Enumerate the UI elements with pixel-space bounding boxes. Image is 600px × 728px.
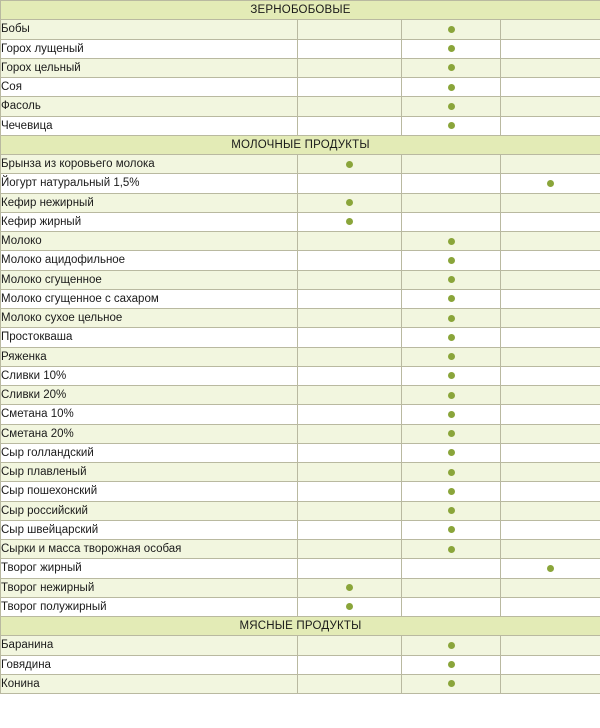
table-row xyxy=(1,443,600,462)
category-cell-1 xyxy=(298,482,402,501)
dot-marker-icon xyxy=(448,295,455,302)
category-cell-1 xyxy=(298,270,402,289)
product-name: Сливки 10% xyxy=(1,366,298,385)
dot-marker-icon xyxy=(346,161,353,168)
table-row xyxy=(1,578,600,597)
table-row xyxy=(1,674,600,693)
category-cell-2 xyxy=(402,270,501,289)
product-name: Фасоль xyxy=(1,97,298,116)
table-row xyxy=(1,289,600,308)
dot-marker-icon xyxy=(448,642,455,649)
dot-marker-icon xyxy=(448,315,455,322)
product-name: Горох лущеный xyxy=(1,39,298,58)
category-cell-3 xyxy=(501,328,600,347)
dot-marker-icon xyxy=(448,392,455,399)
category-cell-2 xyxy=(402,347,501,366)
product-name: Сыр голландский xyxy=(1,443,298,462)
category-cell-1 xyxy=(298,39,402,58)
category-cell-3 xyxy=(501,424,600,443)
category-cell-1 xyxy=(298,674,402,693)
section-header xyxy=(1,1,600,20)
category-cell-3 xyxy=(501,232,600,251)
table-row xyxy=(1,232,600,251)
category-cell-2 xyxy=(402,520,501,539)
dot-marker-icon xyxy=(448,238,455,245)
product-name: Простокваша xyxy=(1,328,298,347)
product-name: Бобы xyxy=(1,20,298,39)
category-cell-3 xyxy=(501,251,600,270)
category-cell-3 xyxy=(501,520,600,539)
product-name: Брынза из коровьего молока xyxy=(1,155,298,174)
category-cell-1 xyxy=(298,424,402,443)
dot-marker-icon xyxy=(448,84,455,91)
product-name: Говядина xyxy=(1,655,298,674)
category-cell-3 xyxy=(501,116,600,135)
category-cell-3 xyxy=(501,597,600,616)
product-name: Чечевица xyxy=(1,116,298,135)
category-cell-1 xyxy=(298,443,402,462)
category-cell-2 xyxy=(402,424,501,443)
dot-marker-icon xyxy=(448,680,455,687)
dot-marker-icon xyxy=(448,411,455,418)
dot-marker-icon xyxy=(448,372,455,379)
table-row xyxy=(1,482,600,501)
product-name: Конина xyxy=(1,674,298,693)
category-cell-2 xyxy=(402,674,501,693)
category-cell-3 xyxy=(501,97,600,116)
product-name: Молоко ацидофильное xyxy=(1,251,298,270)
product-name: Сметана 20% xyxy=(1,424,298,443)
table-row xyxy=(1,97,600,116)
category-cell-1 xyxy=(298,597,402,616)
category-cell-3 xyxy=(501,386,600,405)
product-name: Кефир нежирный xyxy=(1,193,298,212)
category-cell-1 xyxy=(298,212,402,231)
dot-marker-icon xyxy=(448,449,455,456)
category-cell-1 xyxy=(298,251,402,270)
product-name: Сыр пошехонский xyxy=(1,482,298,501)
section-header xyxy=(1,617,600,636)
category-cell-2 xyxy=(402,501,501,520)
dot-marker-icon xyxy=(448,507,455,514)
table-row xyxy=(1,212,600,231)
table-row xyxy=(1,520,600,539)
category-cell-1 xyxy=(298,232,402,251)
category-cell-2 xyxy=(402,97,501,116)
category-cell-1 xyxy=(298,578,402,597)
table-row xyxy=(1,424,600,443)
product-name: Молоко сгущенное с сахаром xyxy=(1,289,298,308)
section-title: МЯСНЫЕ ПРОДУКТЫ xyxy=(1,617,600,636)
category-cell-3 xyxy=(501,482,600,501)
dot-marker-icon xyxy=(346,218,353,225)
product-name: Ряженка xyxy=(1,347,298,366)
category-cell-3 xyxy=(501,174,600,193)
table-row xyxy=(1,58,600,77)
table-row xyxy=(1,366,600,385)
category-cell-1 xyxy=(298,97,402,116)
dot-marker-icon xyxy=(547,180,554,187)
category-cell-2 xyxy=(402,174,501,193)
category-cell-1 xyxy=(298,386,402,405)
category-cell-2 xyxy=(402,405,501,424)
table-row xyxy=(1,116,600,135)
product-name: Кефир жирный xyxy=(1,212,298,231)
dot-marker-icon xyxy=(346,199,353,206)
category-cell-1 xyxy=(298,540,402,559)
category-cell-2 xyxy=(402,212,501,231)
category-cell-1 xyxy=(298,636,402,655)
category-cell-2 xyxy=(402,155,501,174)
category-cell-3 xyxy=(501,39,600,58)
table-row xyxy=(1,328,600,347)
dot-marker-icon xyxy=(346,584,353,591)
section-title: ЗЕРНОБОБОВЫЕ xyxy=(1,1,600,20)
table-row xyxy=(1,405,600,424)
category-cell-1 xyxy=(298,309,402,328)
product-name: Творог полужирный xyxy=(1,597,298,616)
product-name: Молоко xyxy=(1,232,298,251)
category-cell-1 xyxy=(298,366,402,385)
category-cell-1 xyxy=(298,116,402,135)
category-cell-2 xyxy=(402,39,501,58)
category-cell-3 xyxy=(501,347,600,366)
category-cell-3 xyxy=(501,674,600,693)
category-cell-3 xyxy=(501,193,600,212)
table-row xyxy=(1,309,600,328)
category-cell-2 xyxy=(402,463,501,482)
product-name: Горох цельный xyxy=(1,58,298,77)
category-cell-2 xyxy=(402,540,501,559)
dot-marker-icon xyxy=(448,257,455,264)
category-cell-3 xyxy=(501,655,600,674)
category-cell-1 xyxy=(298,174,402,193)
dot-marker-icon xyxy=(448,26,455,33)
category-cell-3 xyxy=(501,559,600,578)
dot-marker-icon xyxy=(448,430,455,437)
category-cell-2 xyxy=(402,578,501,597)
product-name: Сыр российский xyxy=(1,501,298,520)
category-cell-1 xyxy=(298,58,402,77)
dot-marker-icon xyxy=(448,122,455,129)
dot-marker-icon xyxy=(448,64,455,71)
category-cell-3 xyxy=(501,270,600,289)
category-cell-2 xyxy=(402,116,501,135)
category-cell-2 xyxy=(402,559,501,578)
product-name: Сыр плавленый xyxy=(1,463,298,482)
category-cell-2 xyxy=(402,482,501,501)
table-row xyxy=(1,540,600,559)
category-cell-2 xyxy=(402,328,501,347)
category-cell-1 xyxy=(298,289,402,308)
table-row xyxy=(1,655,600,674)
table-row xyxy=(1,174,600,193)
category-cell-2 xyxy=(402,309,501,328)
category-cell-3 xyxy=(501,463,600,482)
product-name: Сметана 10% xyxy=(1,405,298,424)
section-header xyxy=(1,135,600,154)
table-row xyxy=(1,463,600,482)
product-name: Творог жирный xyxy=(1,559,298,578)
dot-marker-icon xyxy=(448,353,455,360)
table-row xyxy=(1,193,600,212)
category-cell-3 xyxy=(501,501,600,520)
category-cell-3 xyxy=(501,289,600,308)
category-cell-3 xyxy=(501,309,600,328)
table-row xyxy=(1,386,600,405)
table-row xyxy=(1,78,600,97)
product-name: Сливки 20% xyxy=(1,386,298,405)
category-cell-2 xyxy=(402,193,501,212)
product-name: Молоко сухое цельное xyxy=(1,309,298,328)
category-cell-1 xyxy=(298,655,402,674)
category-cell-2 xyxy=(402,289,501,308)
product-name: Соя xyxy=(1,78,298,97)
dot-marker-icon xyxy=(448,526,455,533)
product-name: Сыр швейцарский xyxy=(1,520,298,539)
category-cell-1 xyxy=(298,347,402,366)
dot-marker-icon xyxy=(448,488,455,495)
category-cell-1 xyxy=(298,155,402,174)
category-cell-2 xyxy=(402,232,501,251)
category-cell-2 xyxy=(402,636,501,655)
category-cell-1 xyxy=(298,520,402,539)
product-name: Йогурт натуральный 1,5% xyxy=(1,174,298,193)
table-row xyxy=(1,251,600,270)
category-cell-1 xyxy=(298,501,402,520)
category-cell-1 xyxy=(298,20,402,39)
category-cell-3 xyxy=(501,212,600,231)
product-name: Молоко сгущенное xyxy=(1,270,298,289)
category-cell-1 xyxy=(298,559,402,578)
category-cell-2 xyxy=(402,386,501,405)
category-cell-3 xyxy=(501,58,600,77)
table-row xyxy=(1,559,600,578)
category-cell-2 xyxy=(402,251,501,270)
category-cell-2 xyxy=(402,443,501,462)
category-cell-2 xyxy=(402,58,501,77)
category-cell-3 xyxy=(501,636,600,655)
category-cell-1 xyxy=(298,405,402,424)
dot-marker-icon xyxy=(448,469,455,476)
category-cell-3 xyxy=(501,443,600,462)
table-row xyxy=(1,597,600,616)
category-cell-2 xyxy=(402,655,501,674)
product-name: Творог нежирный xyxy=(1,578,298,597)
dot-marker-icon xyxy=(448,276,455,283)
section-title: МОЛОЧНЫЕ ПРОДУКТЫ xyxy=(1,135,600,154)
table-row xyxy=(1,155,600,174)
product-name: Сырки и масса творожная особая xyxy=(1,540,298,559)
table-row xyxy=(1,39,600,58)
table-row xyxy=(1,347,600,366)
category-cell-1 xyxy=(298,463,402,482)
food-table-body xyxy=(1,1,600,694)
dot-marker-icon xyxy=(448,103,455,110)
table-row xyxy=(1,270,600,289)
product-name: Баранина xyxy=(1,636,298,655)
category-cell-2 xyxy=(402,78,501,97)
dot-marker-icon xyxy=(448,334,455,341)
category-cell-3 xyxy=(501,155,600,174)
category-cell-1 xyxy=(298,328,402,347)
category-cell-3 xyxy=(501,78,600,97)
category-cell-2 xyxy=(402,366,501,385)
category-cell-1 xyxy=(298,78,402,97)
category-cell-3 xyxy=(501,20,600,39)
dot-marker-icon xyxy=(547,565,554,572)
category-cell-2 xyxy=(402,597,501,616)
category-cell-2 xyxy=(402,20,501,39)
category-cell-3 xyxy=(501,366,600,385)
category-cell-1 xyxy=(298,193,402,212)
table-row xyxy=(1,636,600,655)
category-cell-3 xyxy=(501,540,600,559)
dot-marker-icon xyxy=(346,603,353,610)
category-cell-3 xyxy=(501,405,600,424)
dot-marker-icon xyxy=(448,546,455,553)
table-row xyxy=(1,20,600,39)
table-row xyxy=(1,501,600,520)
dot-marker-icon xyxy=(448,661,455,668)
category-cell-3 xyxy=(501,578,600,597)
dot-marker-icon xyxy=(448,45,455,52)
